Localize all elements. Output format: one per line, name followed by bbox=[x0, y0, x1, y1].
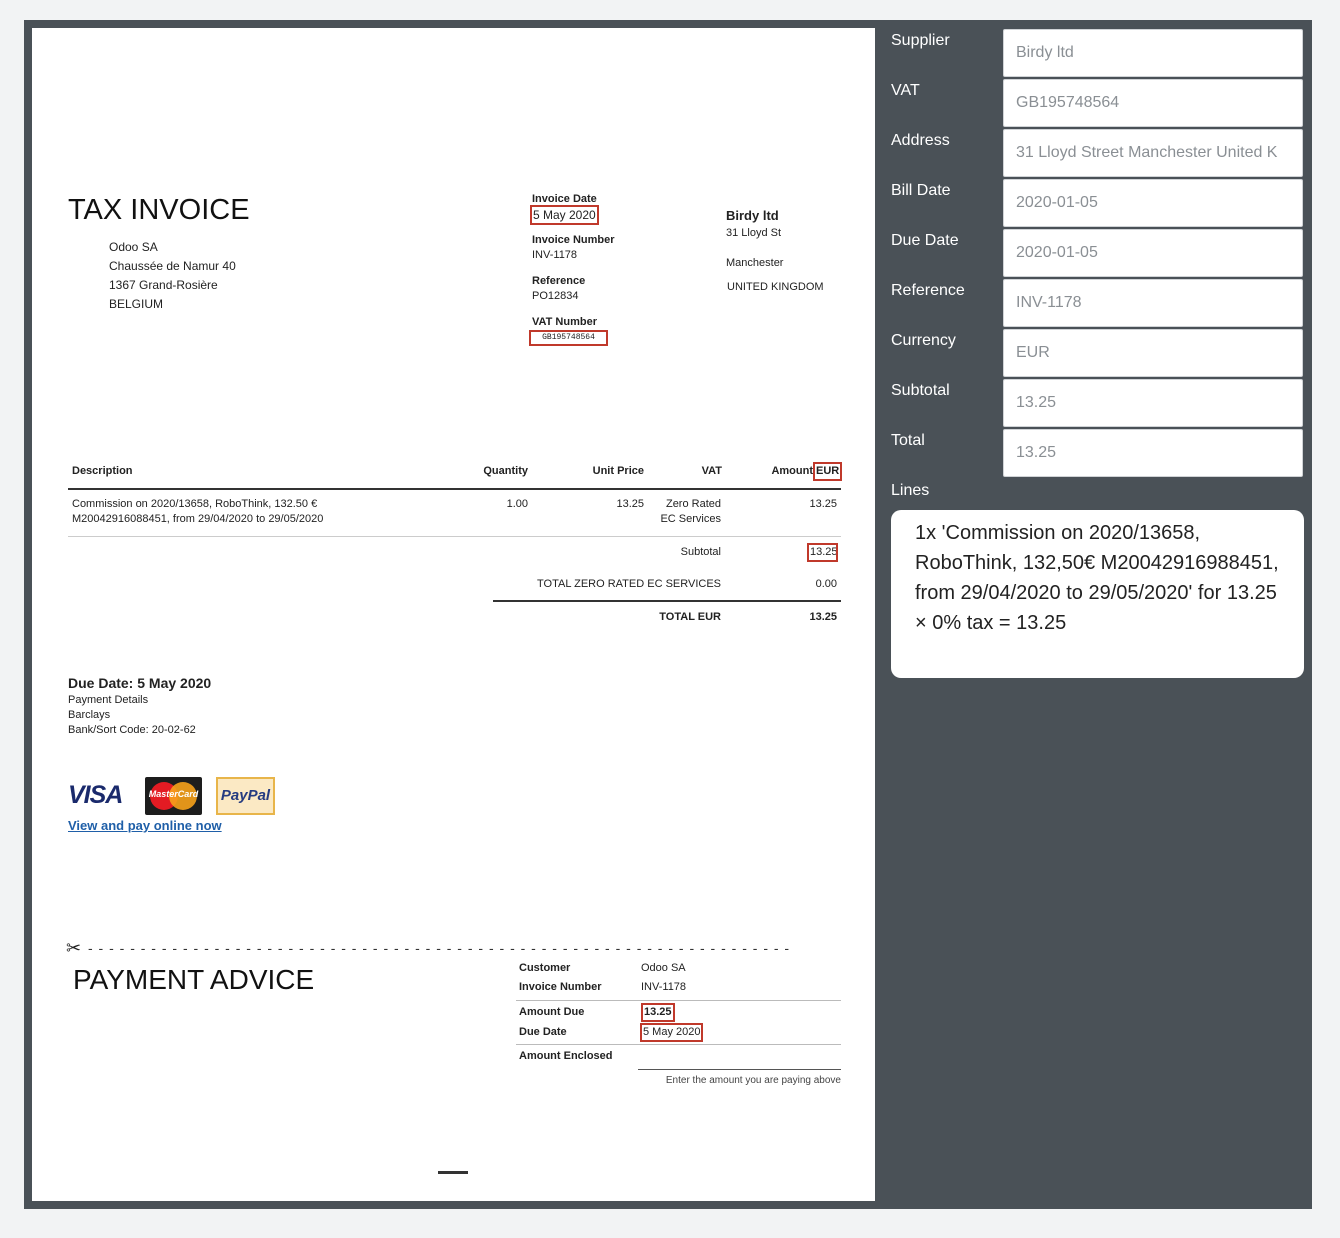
row-vat-line: Zero Rated bbox=[665, 498, 721, 510]
subtotal-value: 13.25 bbox=[810, 546, 838, 558]
invoice-number-label: Invoice Number bbox=[532, 234, 615, 246]
table-header-rule bbox=[68, 488, 841, 490]
total-label: Total bbox=[891, 432, 925, 449]
reference-label: Reference bbox=[891, 282, 965, 299]
supplier-label: Supplier bbox=[891, 32, 950, 49]
sender-line: BELGIUM bbox=[109, 297, 164, 311]
col-header-unit-price: Unit Price bbox=[592, 465, 644, 477]
recipient-line: UNITED KINGDOM bbox=[727, 281, 824, 293]
subtotal-field[interactable] bbox=[1003, 379, 1303, 427]
currency-label: Currency bbox=[891, 332, 956, 349]
advice-invoice-number-label: Invoice Number bbox=[519, 981, 602, 993]
advice-customer-label: Customer bbox=[519, 962, 571, 974]
sort-code: Bank/Sort Code: 20-02-62 bbox=[68, 724, 196, 736]
amount-enclosed-input-line[interactable] bbox=[638, 1069, 841, 1070]
row-quantity: 1.00 bbox=[506, 498, 528, 510]
cut-line: - - - - - - - - - - - - - - - - - - - - - - - - - - - - - - - - - - - - - - - - - - - - - - - - - - - - - - - - - - - - - - - - - - - bbox=[88, 940, 791, 956]
col-header-quantity: Quantity bbox=[483, 465, 528, 477]
invoice-date-value: 5 May 2020 bbox=[533, 208, 596, 222]
row-rule bbox=[68, 536, 841, 537]
total-field[interactable] bbox=[1003, 429, 1303, 477]
subtotal-label: Subtotal bbox=[680, 546, 721, 558]
advice-customer-value: Odoo SA bbox=[641, 962, 686, 974]
reference-field[interactable] bbox=[1003, 279, 1303, 327]
col-header-amount: Amount bbox=[771, 465, 813, 477]
payment-advice-title: PAYMENT ADVICE bbox=[73, 964, 315, 995]
scissors-icon: ✂ bbox=[66, 938, 82, 958]
visa-logo: VISA bbox=[68, 781, 123, 809]
address-label: Address bbox=[891, 132, 950, 149]
sender-line: Odoo SA bbox=[109, 240, 158, 254]
vat-field[interactable] bbox=[1003, 79, 1303, 127]
bank-name: Barclays bbox=[68, 709, 111, 721]
advice-due-date-value: 5 May 2020 bbox=[643, 1026, 701, 1038]
recipient-line: Manchester bbox=[726, 257, 784, 269]
row-description: M20042916088451, from 29/04/2020 to 29/05/2020 bbox=[72, 513, 324, 525]
lines-textarea[interactable]: 1x 'Commission on 2020/13658, RoboThink, 132,50€ M20042916988451, from 29/04/2020 to 29/05/2020' for 13.25 × 0% tax = 13.25 bbox=[891, 510, 1304, 678]
mastercard-logo bbox=[145, 777, 202, 815]
col-header-vat: VAT bbox=[701, 465, 722, 477]
payment-details: Payment Details bbox=[68, 694, 149, 706]
advice-rule bbox=[516, 1000, 841, 1001]
advice-amount-due-value: 13.25 bbox=[644, 1006, 672, 1018]
advice-rule bbox=[516, 1044, 841, 1045]
advice-due-date-label: Due Date bbox=[519, 1026, 567, 1038]
col-header-description: Description bbox=[72, 465, 133, 477]
vat-number-label: VAT Number bbox=[532, 316, 597, 328]
supplier-field[interactable] bbox=[1003, 29, 1303, 77]
lines-label: Lines bbox=[891, 482, 930, 499]
sender-line: 1367 Grand-Rosière bbox=[109, 278, 218, 292]
advice-enter-hint: Enter the amount you are paying above bbox=[665, 1075, 841, 1086]
tax-label: TOTAL ZERO RATED EC SERVICES bbox=[537, 578, 721, 590]
recipient-name: Birdy ltd bbox=[726, 208, 779, 223]
row-vat bbox=[632, 497, 721, 527]
paypal-text: PayPal bbox=[220, 787, 271, 804]
mastercard-text: MasterCard bbox=[148, 789, 199, 799]
due-date-field[interactable] bbox=[1003, 229, 1303, 277]
bill-date-label: Bill Date bbox=[891, 182, 951, 199]
currency-field[interactable] bbox=[1003, 329, 1303, 377]
tax-value: 0.00 bbox=[815, 578, 837, 590]
sender-address bbox=[109, 238, 236, 314]
advice-invoice-number-value: INV-1178 bbox=[641, 981, 687, 993]
table-row bbox=[72, 497, 323, 527]
vat-label: VAT bbox=[891, 82, 920, 99]
recipient-line: 31 Lloyd St bbox=[726, 227, 782, 239]
invoice-date-label: Invoice Date bbox=[532, 193, 597, 205]
col-header-currency: EUR bbox=[816, 465, 840, 477]
invoice-title: TAX INVOICE bbox=[68, 194, 250, 226]
pay-online-link[interactable]: View and pay online now bbox=[68, 818, 222, 833]
total-value: 13.25 bbox=[809, 611, 837, 623]
page-scroll-handle[interactable] bbox=[438, 1171, 468, 1174]
vat-number-value: GB195748564 bbox=[531, 332, 606, 344]
row-unit-price: 13.25 bbox=[616, 498, 644, 510]
subtotal-label: Subtotal bbox=[891, 382, 950, 399]
paypal-logo bbox=[216, 777, 275, 815]
address-field[interactable] bbox=[1003, 129, 1303, 177]
sender-line: Chaussée de Namur 40 bbox=[109, 259, 236, 273]
bill-date-field[interactable] bbox=[1003, 179, 1303, 227]
invoice-number-value: INV-1178 bbox=[532, 249, 578, 261]
reference-value: PO12834 bbox=[532, 290, 579, 302]
reference-label: Reference bbox=[532, 275, 586, 287]
row-amount: 13.25 bbox=[809, 498, 837, 510]
due-date-heading: Due Date: 5 May 2020 bbox=[68, 675, 212, 691]
row-vat-line: EC Services bbox=[660, 513, 721, 525]
row-description: Commission on 2020/13658, RoboThink, 132.50 € bbox=[72, 498, 318, 510]
total-rule bbox=[493, 600, 841, 602]
invoice-document bbox=[32, 28, 875, 1201]
advice-amount-enclosed-label: Amount Enclosed bbox=[519, 1050, 613, 1062]
advice-amount-due-label: Amount Due bbox=[519, 1006, 585, 1018]
total-label: TOTAL EUR bbox=[659, 611, 721, 623]
due-date-label: Due Date bbox=[891, 232, 959, 249]
